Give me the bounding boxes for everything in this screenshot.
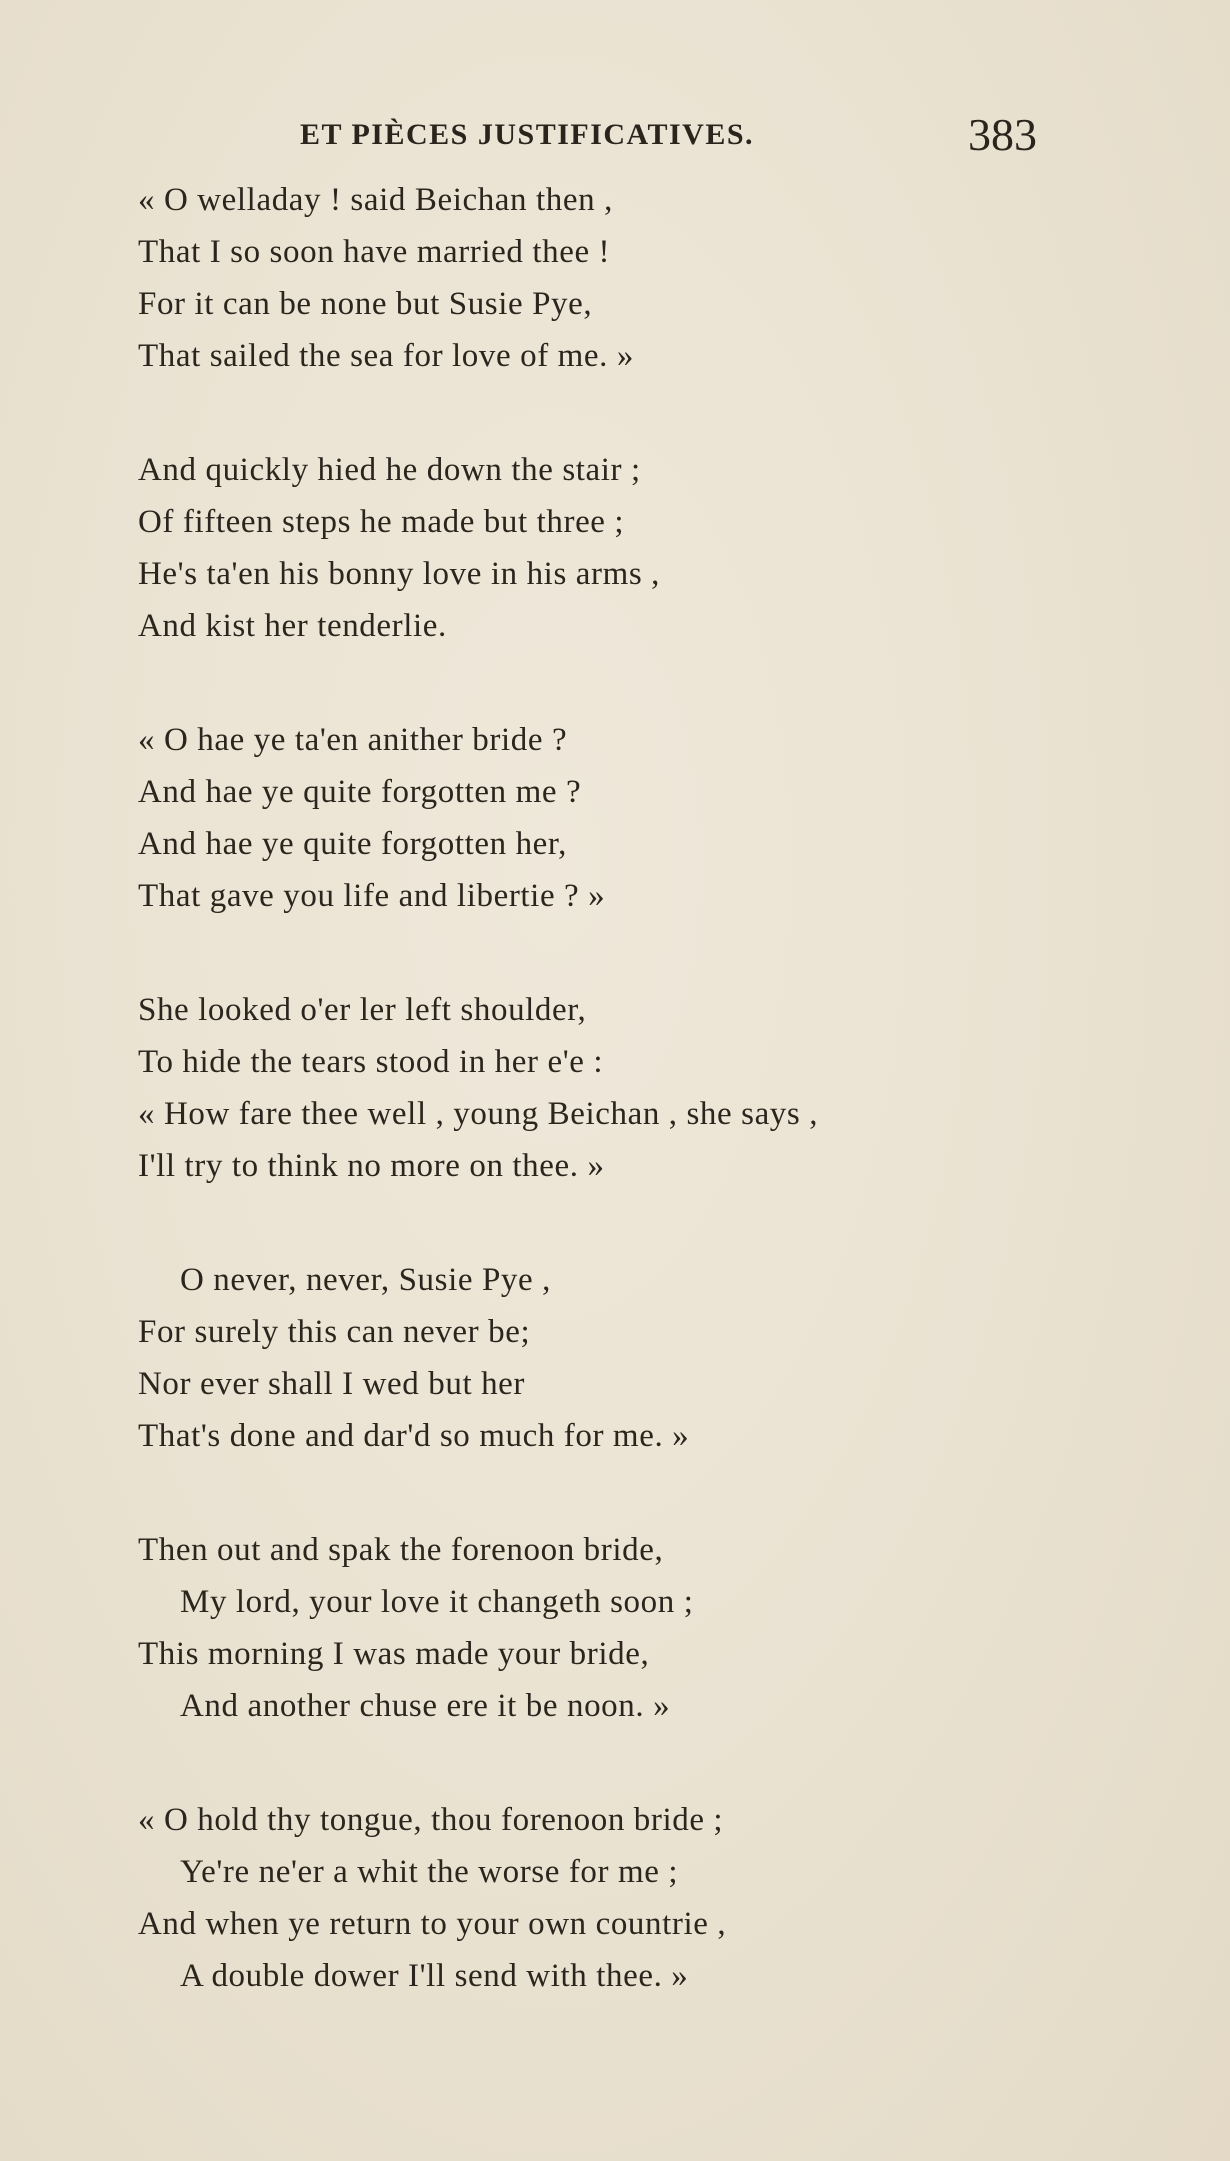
verse-line: And hae ye quite forgotten her, bbox=[138, 826, 568, 862]
verse-line: My lord, your love it changeth soon ; bbox=[180, 1584, 694, 1620]
running-title: ET PIÈCES JUSTIFICATIVES. bbox=[300, 118, 755, 151]
stanza bbox=[138, 1254, 1038, 1462]
verse-line: That gave you life and libertie ? » bbox=[138, 878, 606, 914]
page-number: 383 bbox=[968, 109, 1037, 160]
verse-line: Ye're ne'er a whit the worse for me ; bbox=[180, 1854, 679, 1890]
verse-line: For surely this can never be; bbox=[138, 1314, 531, 1350]
poem-body bbox=[138, 174, 1038, 2064]
verse-line: « O hae ye ta'en anither bride ? bbox=[138, 722, 568, 758]
stanza bbox=[138, 174, 1038, 382]
verse-line: That sailed the sea for love of me. » bbox=[138, 338, 634, 374]
verse-line: For it can be none but Susie Pye, bbox=[138, 286, 593, 322]
verse-line: Nor ever shall I wed but her bbox=[138, 1366, 526, 1402]
verse-line: This morning I was made your bride, bbox=[138, 1636, 650, 1672]
verse-line: And kist her tenderlie. bbox=[138, 608, 447, 644]
stanza bbox=[138, 714, 1038, 922]
verse-line: That's done and dar'd so much for me. » bbox=[138, 1418, 690, 1454]
stanza bbox=[138, 1794, 1038, 2002]
verse-line: « O welladay ! said Beichan then , bbox=[138, 182, 613, 218]
verse-line: He's ta'en his bonny love in his arms , bbox=[138, 556, 660, 592]
stanza bbox=[138, 444, 1038, 652]
verse-line: And quickly hied he down the stair ; bbox=[138, 452, 641, 488]
verse-line: « How fare thee well , young Beichan , she says , bbox=[138, 1096, 819, 1132]
verse-line: Of fifteen steps he made but three ; bbox=[138, 504, 625, 540]
verse-line: To hide the tears stood in her e'e : bbox=[138, 1044, 604, 1080]
verse-line: A double dower I'll send with thee. » bbox=[180, 1958, 689, 1994]
stanza bbox=[138, 1524, 1038, 1732]
verse-line: And when ye return to your own countrie , bbox=[138, 1906, 727, 1942]
verse-line: She looked o'er ler left shoulder, bbox=[138, 992, 587, 1028]
verse-line: Then out and spak the forenoon bride, bbox=[138, 1532, 664, 1568]
verse-line: O never, never, Susie Pye , bbox=[180, 1262, 551, 1298]
verse-line: And hae ye quite forgotten me ? bbox=[138, 774, 582, 810]
stanza bbox=[138, 984, 1038, 1192]
verse-line: And another chuse ere it be noon. » bbox=[180, 1688, 671, 1724]
verse-line: « O hold thy tongue, thou forenoon bride ; bbox=[138, 1802, 724, 1838]
verse-line: That I so soon have married thee ! bbox=[138, 234, 611, 270]
verse-line: I'll try to think no more on thee. » bbox=[138, 1148, 605, 1184]
